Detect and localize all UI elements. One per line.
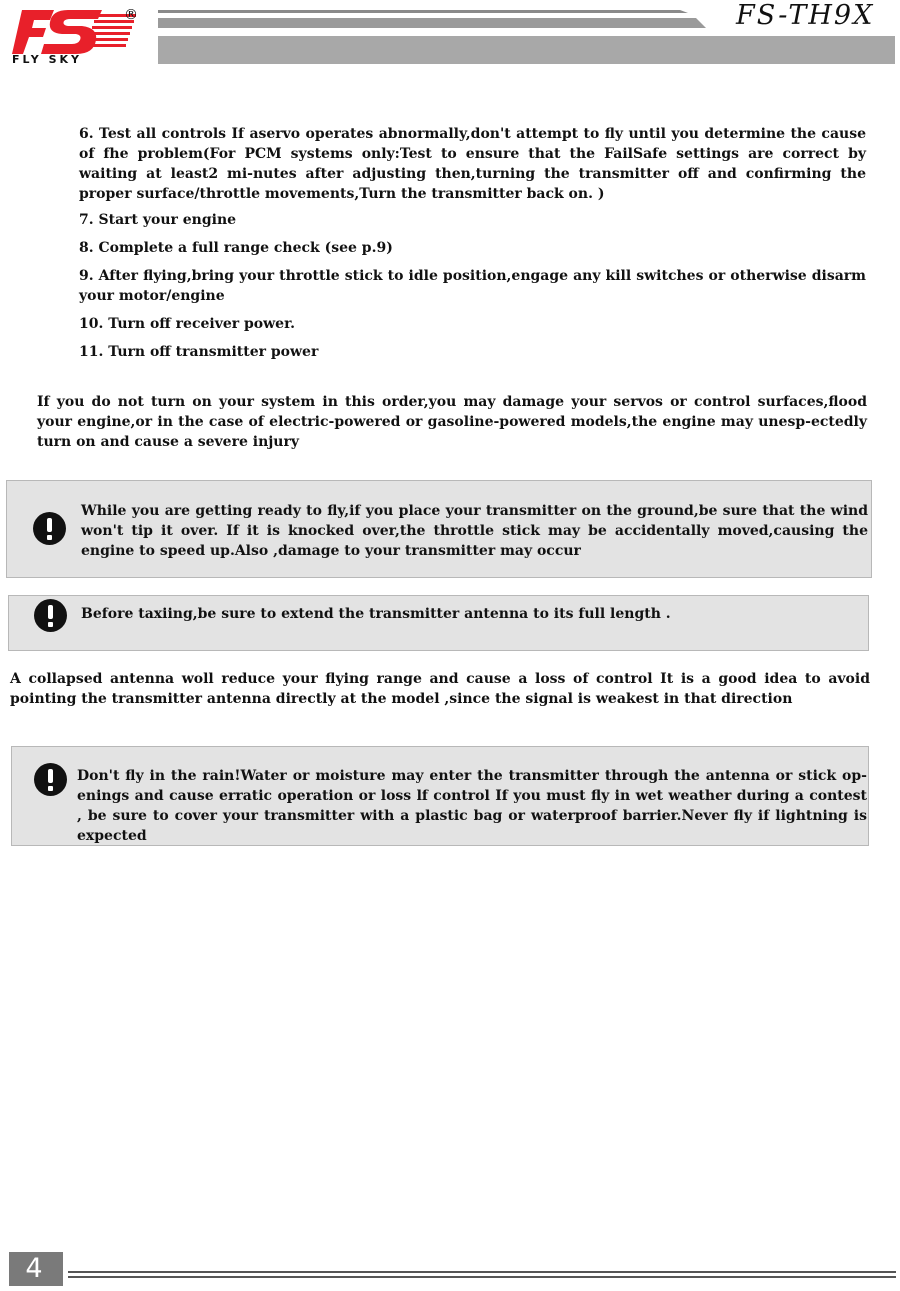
- step-7: 7. Start your engine: [79, 212, 237, 228]
- registered-mark: ®: [124, 7, 138, 23]
- warning-box-rain: [11, 746, 869, 846]
- exclamation-icon: [33, 512, 66, 545]
- model-title: FS-TH9X: [736, 0, 875, 31]
- footer-rule: [68, 1264, 896, 1272]
- step-6: 6. Test all controls If aservo operates abnormally,don't attempt to fly until you determine the cause of fhe problem(For PCM systems only:Test to ensure that the FailSafe settings are correct by waiting at least2 mi-nutes after adjusting then,turning the transmitter off and confirming the proper surface/throttle movements,Turn the transmitter back on. ): [79, 126, 866, 202]
- order-warning-paragraph: If you do not turn on your system in this order,you may damage your servos or control surfaces,flood your engine,or in the case of electric-powered or gasoline-powered models,the engine may unesp-ectedly turn on and cause a severe injury: [37, 394, 867, 450]
- step-8: 8. Complete a full range check (see p.9): [79, 240, 393, 256]
- page-number: 4: [25, 1253, 43, 1284]
- warning-text-antenna: Before taxiing,be sure to extend the transmitter antenna to its full length .: [81, 606, 671, 622]
- step-10: 10. Turn off receiver power.: [79, 316, 296, 332]
- antenna-note-paragraph: A collapsed antenna woll reduce your flying range and cause a loss of control It is a good idea to avoid pointing the transmitter antenna directly at the model ,since the signal is weakest in that direction: [10, 671, 870, 707]
- brand-name: FLY SKY: [12, 53, 83, 66]
- step-11: 11. Turn off transmitter power: [79, 344, 319, 360]
- warning-text-ground: While you are getting ready to fly,if you place your transmitter on the ground,be sure that the wind won't tip it over. If it is knocked over,the throttle stick may be accidentally moved,causing the engine to speed up.Also ,damage to your transmitter may occur: [81, 503, 868, 559]
- step-9: 9. After flying,bring your throttle stick to idle position,engage any kill switches or otherwise disarm your motor/engine: [79, 268, 866, 304]
- exclamation-icon: [34, 599, 67, 632]
- exclamation-icon: [34, 763, 67, 796]
- warning-box-ground: [6, 480, 872, 578]
- warning-box-antenna: [8, 595, 869, 651]
- warning-text-rain: Don't fly in the rain!Water or moisture may enter the transmitter through the antenna or stick op-enings and cause erratic operation or loss lf control If you must fly in wet weather during a contest , be sure to cover your transmitter with a plastic bag or waterproof barrier.Never fly if lightning is expected: [77, 768, 867, 844]
